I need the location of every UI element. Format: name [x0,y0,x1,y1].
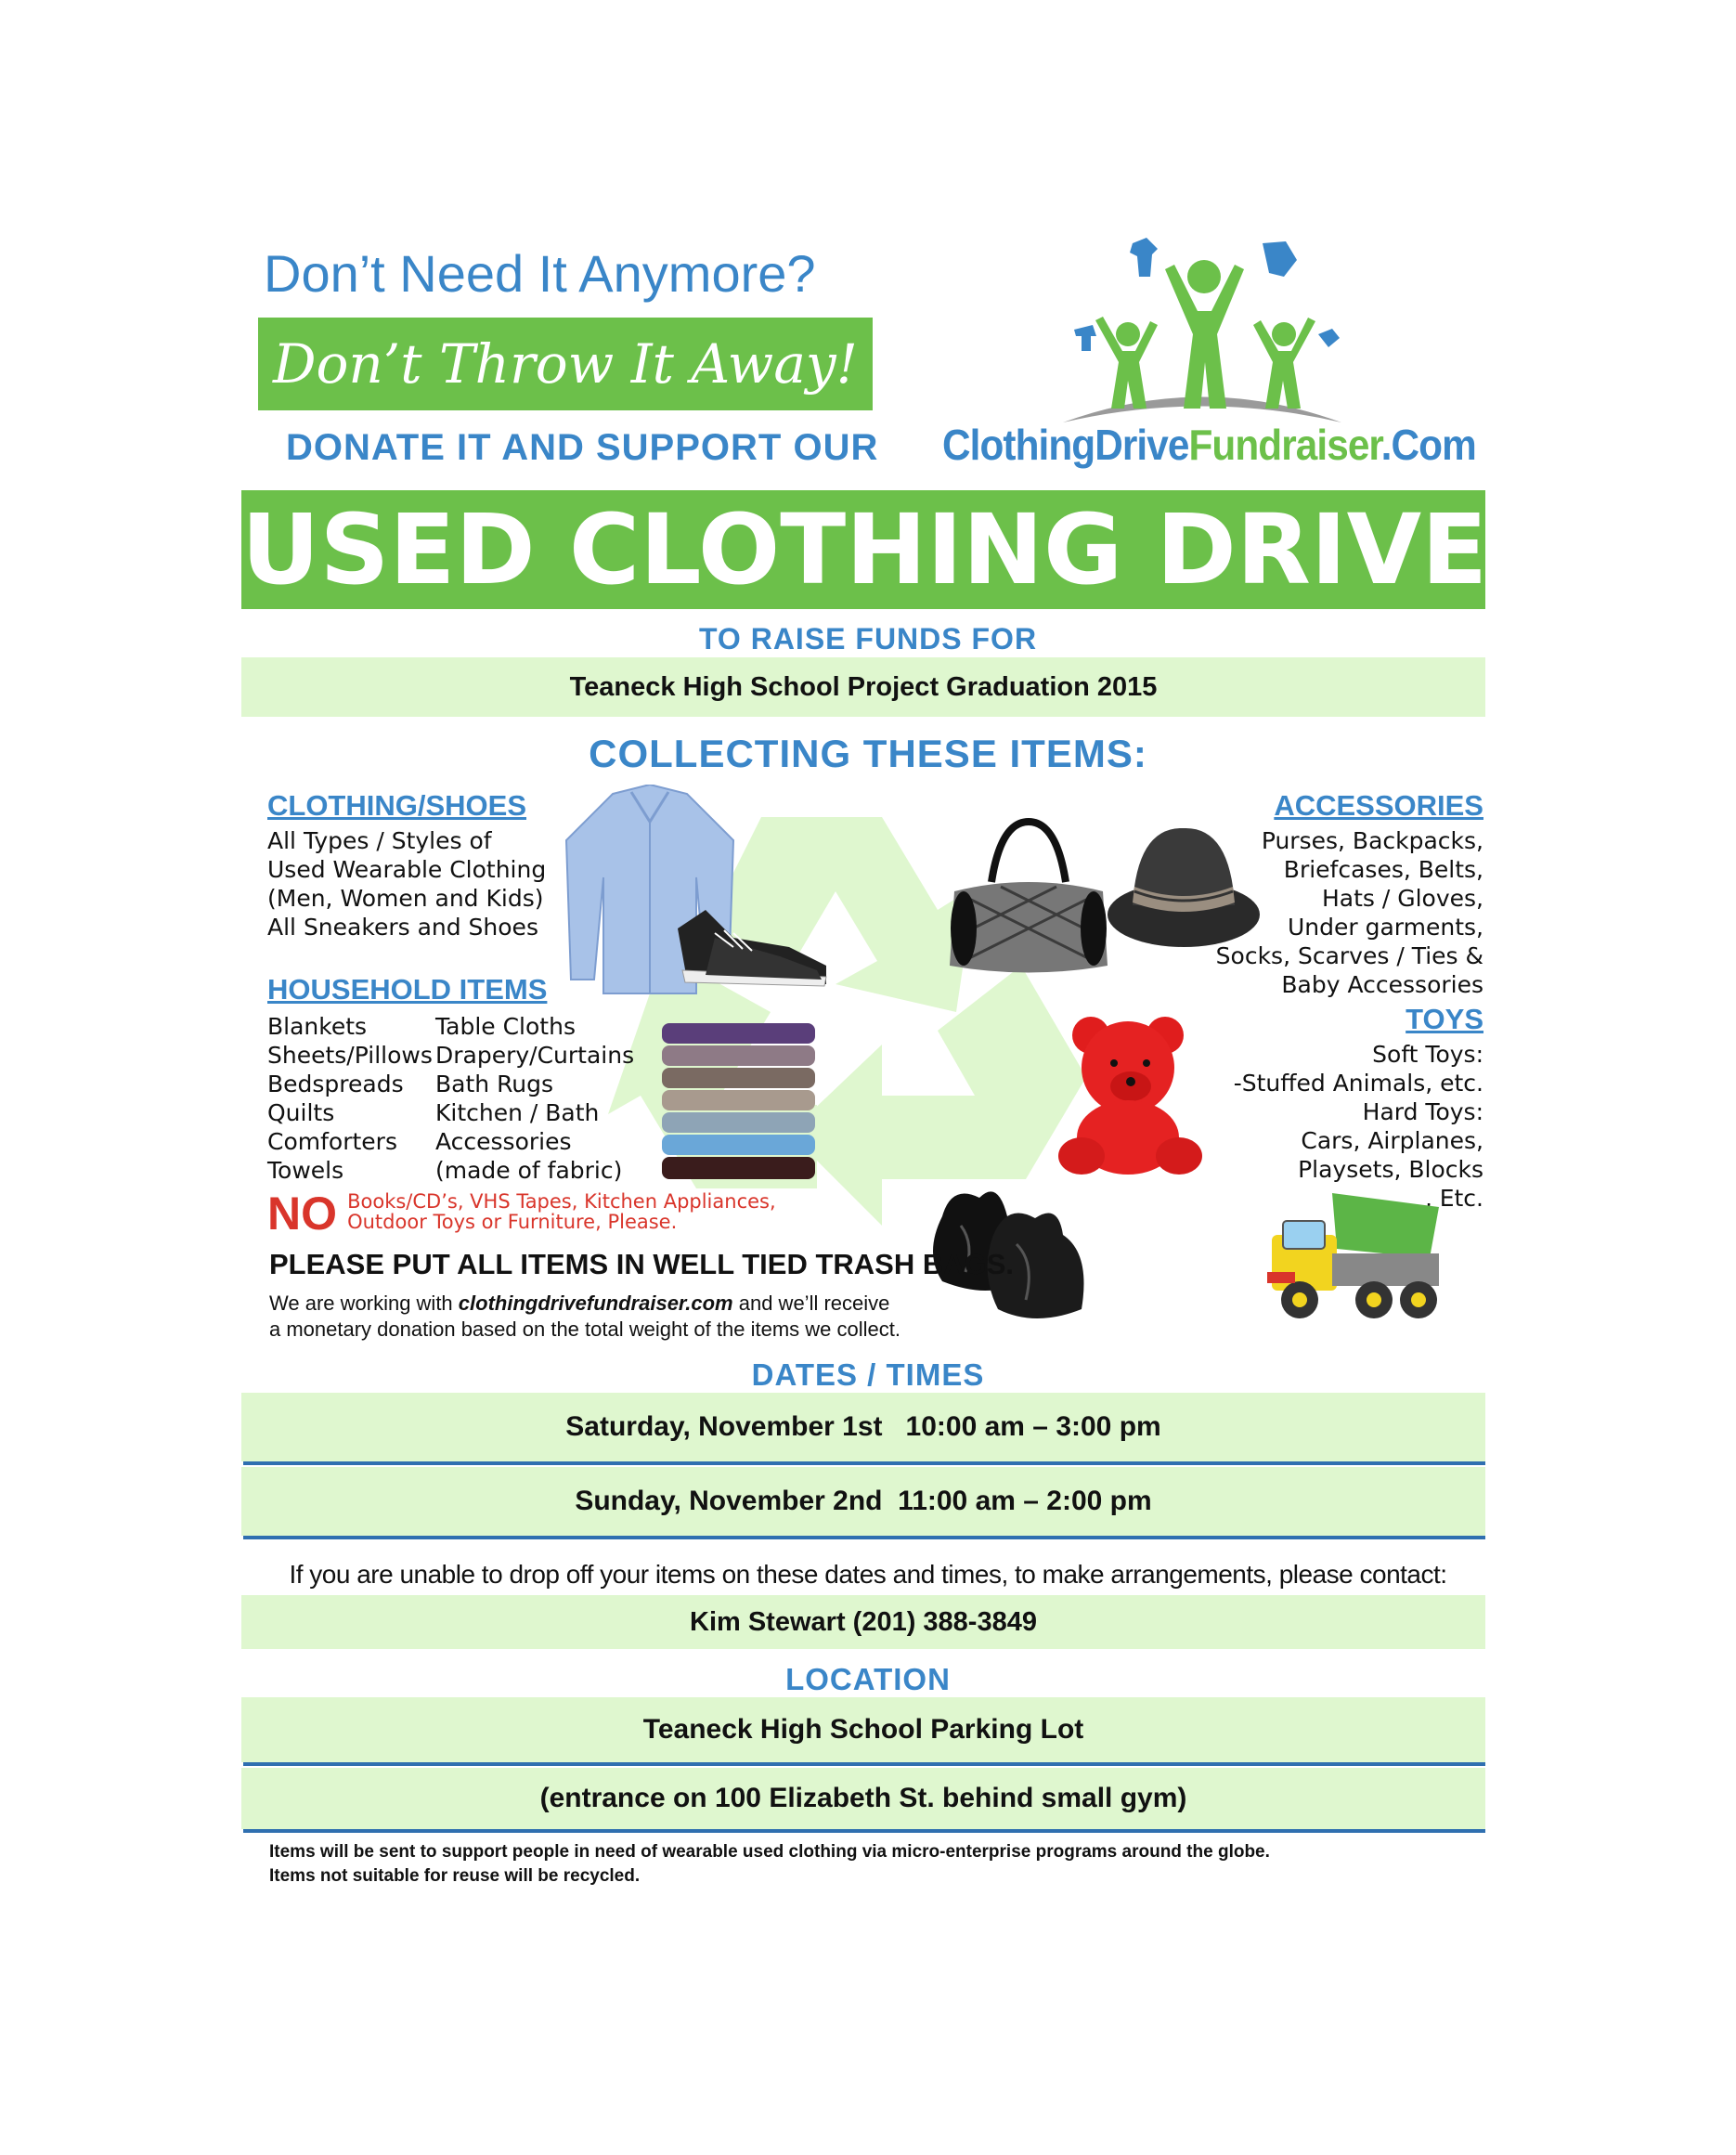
list-item: Under garments, [1288,914,1483,941]
list-item: Socks, Scarves / Ties & [1215,942,1483,969]
raise-funds-label: TO RAISE FUNDS FOR [698,622,1038,656]
tagline-question: Don’t Need It Anymore? [264,244,816,303]
list-item: Cars, Airplanes, [1301,1127,1483,1154]
date-text-1: Saturday, November 1st 10:00 am – 3:00 pm [565,1411,1161,1442]
clothing-list [267,826,546,941]
household-col2 [435,1012,634,1185]
collecting-heading: COLLECTING THESE ITEMS: [589,732,1147,775]
list-item: Accessories [435,1128,572,1155]
toys-heading: TOYS [1406,1003,1483,1035]
working-with-suffix: and we’ll receive [732,1292,890,1315]
location-bar-2 [241,1768,1485,1829]
list-item: Comforters [267,1128,397,1155]
list-item: All Sneakers and Shoes [267,914,538,941]
logo-text-a: ClothingDrive [942,421,1189,469]
bags-instruction: PLEASE PUT ALL ITEMS IN WELL TIED TRASH BAGS. [269,1248,1015,1280]
date-bar-2 [241,1467,1485,1536]
working-with-site: clothingdrivefundraiser.com [458,1292,733,1315]
list-item: Playsets, Blocks [1298,1156,1483,1183]
list-item: (made of fabric) [435,1157,623,1184]
household-col1 [267,1012,433,1185]
location-bar-1 [241,1697,1485,1762]
contact-note: If you are unable to drop off your items on these dates and times, to make arrangements, please contact: [289,1560,1447,1589]
list-item: (Men, Women and Kids) [267,885,544,912]
list-item: Kitchen / Bath [435,1099,600,1126]
list-item: Sheets/Pillows [267,1042,433,1069]
towel-stack-icon [657,1021,820,1184]
contact-bar [241,1595,1485,1649]
logo-wordmark [942,420,1476,470]
logo-text-b: Fundraiser [1188,421,1381,469]
list-item: Blankets [267,1013,368,1040]
list-item: Used Wearable Clothing [267,856,547,883]
toy-truck-icon [1263,1184,1448,1328]
working-with-note [269,1291,900,1343]
accessories-list [1216,826,1483,999]
divider [243,1762,1485,1766]
footer-line-1: Items will be sent to support people in need of wearable used clothing via micro-enterprise programs around the globe. [269,1842,1270,1862]
title-banner-text: USED CLOTHING DRIVE [241,493,1488,606]
beneficiary-text: Teaneck High School Project Graduation 2015 [569,672,1158,702]
no-items-notice [267,1188,776,1240]
sneakers-icon [668,891,836,993]
clothing-heading: CLOTHING/SHOES [267,789,527,822]
list-item: Table Cloths [435,1013,576,1040]
accessories-heading: ACCESSORIES [1274,789,1483,822]
list-item: -Stuffed Animals, etc. [1233,1070,1483,1097]
working-with-line-2: a monetary donation based on the total weight of the items we collect. [269,1318,900,1341]
handbag-icon [945,817,1112,984]
list-item: Bedspreads [267,1071,404,1097]
working-with-prefix: We are working with [269,1292,459,1315]
footer-note [269,1840,1270,1889]
tagline-banner [258,318,873,410]
date-text-2: Sunday, November 2nd 11:00 am – 2:00 pm [575,1486,1152,1516]
logo-text-c: .Com [1380,421,1476,469]
list-item: Hard Toys: [1362,1098,1483,1125]
list-item: Drapery/Curtains [435,1042,635,1069]
list-item: Towels [267,1157,344,1184]
list-item: , Etc. [1424,1185,1483,1212]
divider [243,1829,1485,1833]
list-item: All Types / Styles of [267,827,492,854]
no-mark: NO [267,1188,337,1240]
list-item: Baby Accessories [1281,971,1483,998]
divider [243,1461,1485,1465]
divider [243,1536,1485,1539]
list-item: Hats / Gloves, [1321,885,1483,912]
location-text-2: (entrance on 100 Elizabeth St. behind small gym) [539,1783,1187,1813]
no-items-line-1: Books/CD’s, VHS Tapes, Kitchen Appliances, [347,1190,776,1213]
no-items-line-2: Outdoor Toys or Furniture, Please. [347,1211,678,1233]
dates-heading: DATES / TIMES [751,1357,985,1392]
contact-text: Kim Stewart (201) 388-3849 [690,1607,1037,1637]
tagline-banner-text: Don’t Throw It Away! [273,332,858,396]
footer-line-2: Items not suitable for reuse will be recycled. [269,1866,641,1886]
clothing-drive-logo-icon [1054,232,1351,427]
list-item: Quilts [267,1099,335,1126]
donate-line: DONATE IT AND SUPPORT OUR [286,427,879,468]
list-item: Bath Rugs [435,1071,554,1097]
beneficiary-bar [241,657,1485,717]
household-heading: HOUSEHOLD ITEMS [267,973,548,1006]
title-banner [241,490,1488,609]
list-item: Soft Toys: [1372,1041,1483,1068]
location-heading: LOCATION [785,1662,951,1696]
teddy-bear-icon [1049,1012,1216,1179]
date-bar-1 [241,1393,1485,1461]
list-item: Briefcases, Belts, [1283,856,1483,883]
location-text-1: Teaneck High School Parking Lot [642,1714,1084,1745]
list-item: Purses, Backpacks, [1261,827,1483,854]
